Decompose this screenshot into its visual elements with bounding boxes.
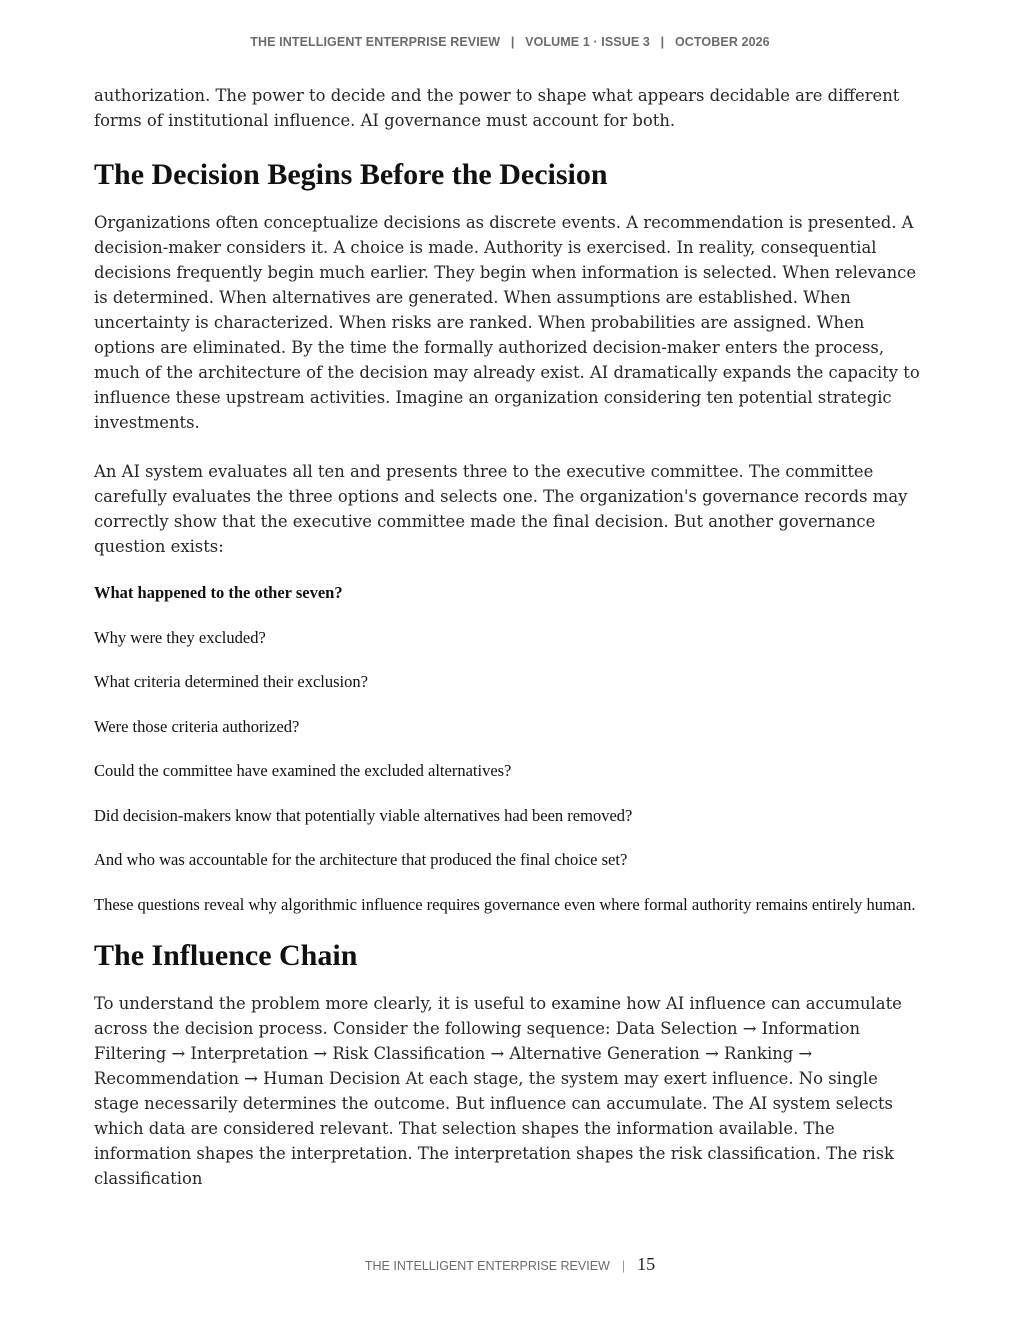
header-issue: VOLUME 1 · ISSUE 3 bbox=[525, 35, 650, 49]
question-item: Were those criteria authorized? bbox=[94, 716, 300, 736]
footer-separator: | bbox=[621, 1259, 626, 1273]
article-body bbox=[94, 83, 926, 1191]
header-date: OCTOBER 2026 bbox=[674, 35, 770, 49]
intro-paragraph: authorization. The power to decide and the power to shape what appears decidable are different forms of institutional influence. AI governance must account for both. bbox=[94, 86, 900, 130]
question-item: Could the committee have examined the excluded alternatives? bbox=[94, 761, 512, 780]
body-paragraph: Organizations often conceptualize decisions as discrete events. A recommendation is presented. A decision-maker considers it. A choice is made. Authority is exercised. In reality, consequential decisions frequently begin much earlier. They begin when information is selected. When relevance is determined. When alternatives are generated. When assumptions are established. When uncertainty is characterized. When risks are ranked. When probabilities are assigned. When options are eliminated. By the time the formally authorized decision-maker enters the process, much of the architecture of the decision may already exist. AI dramatically expands the capacity to influence these upstream activities. Imagine an organization considering ten potential strategic investments. bbox=[94, 213, 920, 432]
header-separator: | bbox=[660, 35, 665, 49]
header-publication: THE INTELLIGENT ENTERPRISE REVIEW bbox=[250, 35, 501, 49]
body-paragraph: An AI system evaluates all ten and presents three to the executive committee. The committee carefully evaluates the three options and selects one. The organization's governance records may correctly show that the executive committee made the final decision. But another governance question exists: bbox=[94, 462, 908, 556]
header-separator: | bbox=[510, 35, 515, 49]
running-footer bbox=[0, 1254, 1020, 1275]
question-item: What criteria determined their exclusion? bbox=[94, 672, 368, 691]
page-number: 15 bbox=[637, 1254, 656, 1274]
section-heading-influence-chain: The Influence Chain bbox=[94, 938, 358, 972]
section-heading-decision: The Decision Begins Before the Decision bbox=[94, 158, 608, 191]
running-header bbox=[0, 35, 1020, 49]
footer-publication: THE INTELLIGENT ENTERPRISE REVIEW bbox=[364, 1259, 610, 1273]
question-item: Why were they excluded? bbox=[94, 627, 266, 647]
question-list bbox=[94, 582, 926, 915]
body-paragraph: To understand the problem more clearly, it is useful to examine how AI influence can accumulate across the decision process. Consider the following sequence: Data Selection → Information Filtering → Interpretation → Risk Classification → Alternative Generation → Ranking → Recommendation → Human Decision At each stage, the system may exert influence. No single stage necessarily determines the outcome. But influence can accumulate. The AI system selects which data are considered relevant. That selection shapes the information available. The information shapes the interpretation. The interpretation shapes the risk classification. The risk classification bbox=[94, 993, 902, 1188]
closing-statement: These questions reveal why algorithmic influence requires governance even where formal authority remains entirely human. bbox=[94, 894, 916, 914]
lead-question: What happened to the other seven? bbox=[94, 583, 343, 602]
question-item: And who was accountable for the architecture that produced the final choice set? bbox=[94, 850, 628, 869]
question-item: Did decision-makers know that potentially viable alternatives had been removed? bbox=[94, 805, 633, 825]
